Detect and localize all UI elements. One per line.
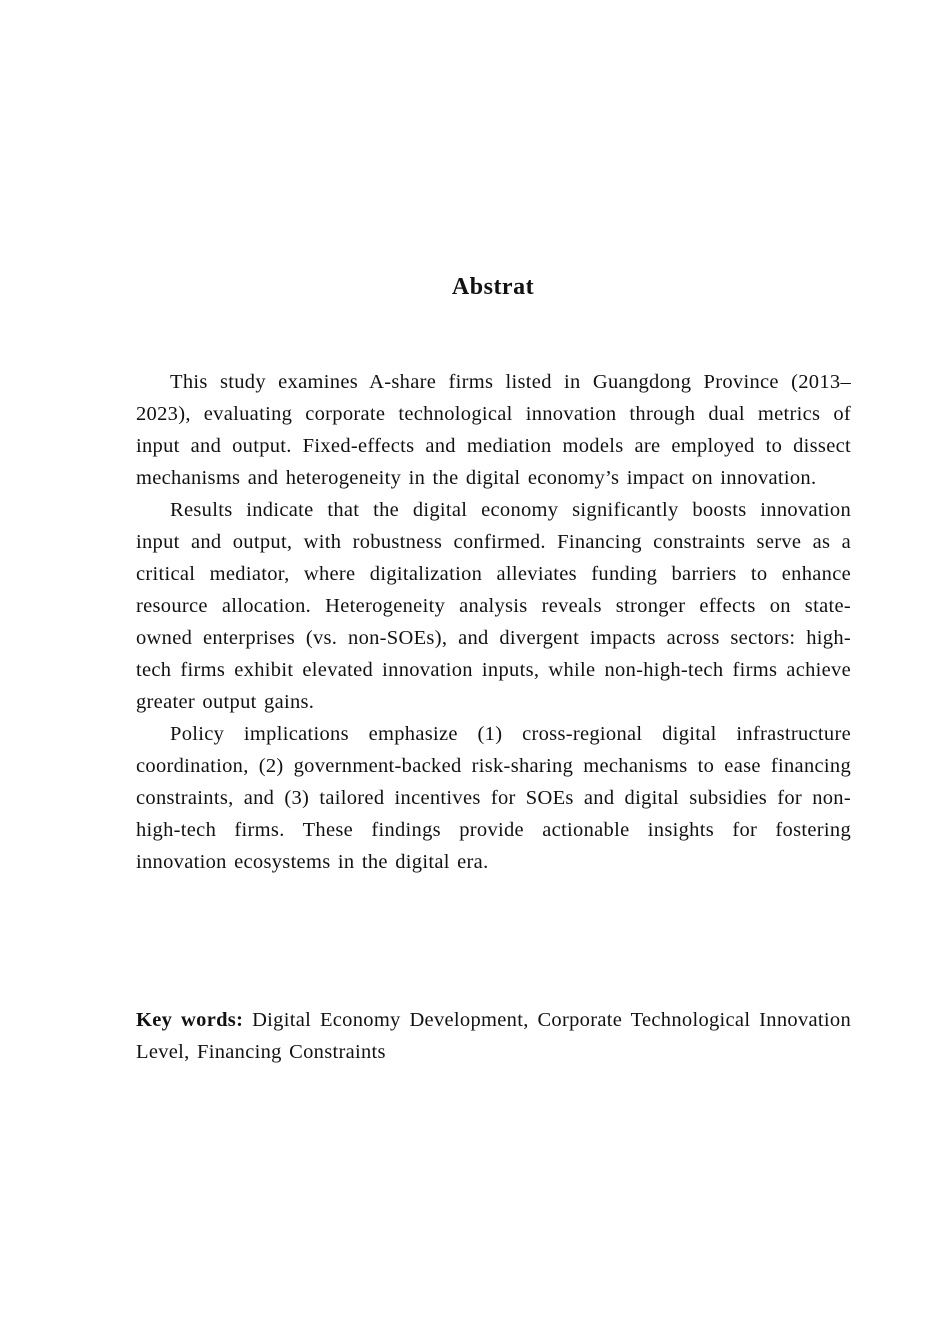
abstract-title: Abstrat — [451, 274, 535, 300]
abstract-body — [136, 366, 851, 878]
abstract-paragraph-3: Policy implications emphasize (1) cross-regional digital infrastructure coordination, (2) government-backed risk-sharing mechanisms to ease financing constraints, and (3) tailored incentives for SOEs and digital subsidies for non-high-tech firms. These findings provide actionable insights for fostering innovation ecosystems in the digital era. — [136, 723, 851, 873]
keywords-label: Key words: — [136, 1009, 244, 1031]
abstract-paragraph-2: Results indicate that the digital economy significantly boosts innovation input and output, with robustness confirmed. Financing constraints serve as a critical mediator, where digitalization alleviates funding barriers to enhance resource allocation. Heterogeneity analysis reveals stronger effects on state-owned enterprises (vs. non-SOEs), and divergent impacts across sectors: high-tech firms exhibit elevated innovation inputs, while non-high-tech firms achieve greater output gains. — [136, 499, 851, 713]
keywords-line — [136, 1004, 851, 1068]
abstract-paragraph-1: This study examines A-share firms listed in Guangdong Province (2013–2023), evaluating corporate technological innovation through dual metrics of input and output. Fixed-effects and mediation models are employed to dissect mechanisms and heterogeneity in the digital economy’s impact on innovation. — [136, 371, 851, 489]
keywords-text: Digital Economy Development, Corporate Technological Innovation Level, Financing Constraints — [136, 1009, 851, 1063]
